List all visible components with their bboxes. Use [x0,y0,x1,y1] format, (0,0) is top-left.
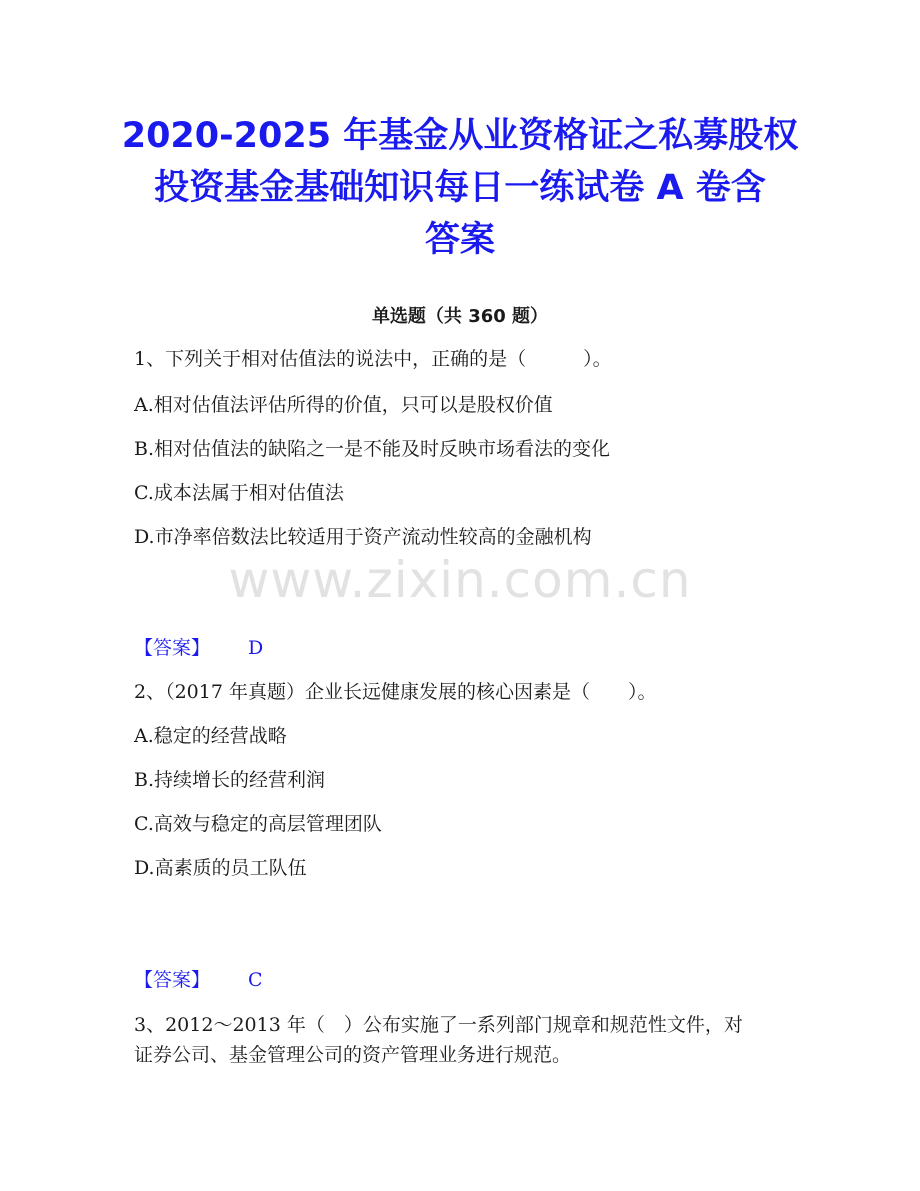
question-2-answer [134,965,263,995]
question-1-option-b: B.相对估值法的缺陷之一是不能及时反映市场看法的变化 [134,438,611,460]
question-1-answer [134,633,263,663]
question-3-stem-line-2: 证券公司、基金管理公司的资产管理业务进行规范。 [134,1044,572,1066]
answer-value: C [248,969,263,991]
question-2-option-b: B.持续增长的经营利润 [134,769,326,791]
title-line-2: 投资基金基础知识每日一练试卷 A 卷含 [154,168,766,208]
question-1-option-c: C.成本法属于相对估值法 [134,482,344,504]
question-2-stem: 2、（2017 年真题）企业长远健康发展的核心因素是（ ）。 [134,681,657,703]
question-1-option-a: A.相对估值法评估所得的价值，只可以是股权价值 [134,394,553,416]
section-heading: 单选题（共 360 题） [371,306,549,327]
watermark: www.zixin.com.cn [228,551,692,609]
answer-label: 【答案】 [134,637,211,659]
title-line-1: 2020-2025 年基金从业资格证之私募股权 [121,116,799,156]
question-2-option-d: D.高素质的员工队伍 [134,857,307,879]
document-title [110,110,810,266]
question-1-stem: 1、下列关于相对估值法的说法中，正确的是（ ）。 [134,348,612,370]
question-2-option-c: C.高效与稳定的高层管理团队 [134,813,382,835]
question-1-option-d: D.市净率倍数法比较适用于资产流动性较高的金融机构 [134,526,592,548]
answer-value: D [248,637,264,659]
answer-label: 【答案】 [134,969,211,991]
title-line-3: 答案 [424,220,495,260]
question-3-stem-line-1: 3、2012～2013 年（ ）公布实施了一系列部门规章和规范性文件，对 [134,1014,743,1036]
question-2-option-a: A.稳定的经营战略 [134,725,287,747]
